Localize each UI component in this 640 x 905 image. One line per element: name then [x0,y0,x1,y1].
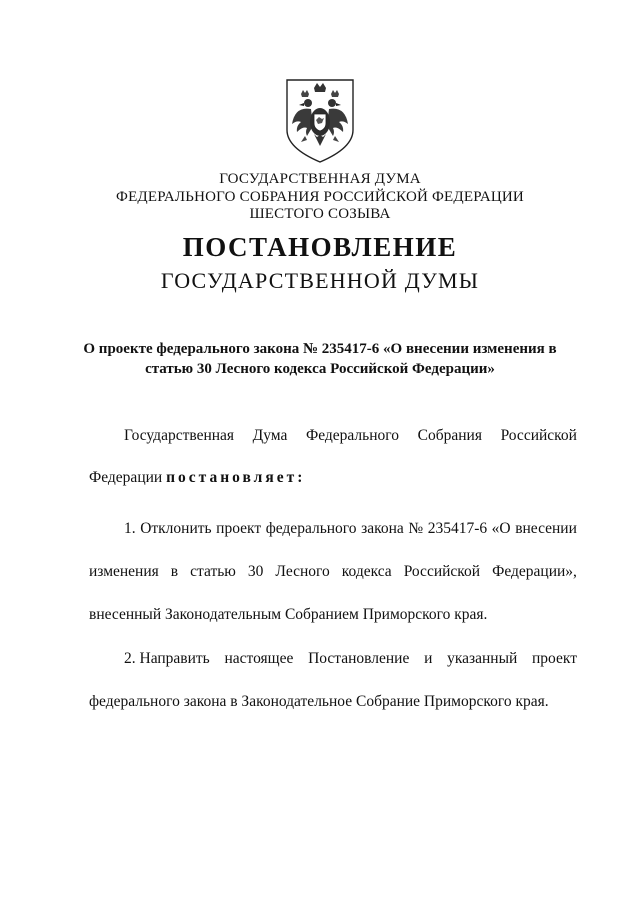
intro-line2 [89,469,305,487]
word: Постановление [308,650,410,667]
word: изменения [89,563,159,580]
org-name-line2: ФЕДЕРАЛЬНОГО СОБРАНИЯ РОССИЙСКОЙ ФЕДЕРАЦИИ [116,189,524,205]
word: внесении [515,520,577,537]
document-title: ПОСТАНОВЛЕНИЕ [182,232,458,262]
word: Федерального [305,427,400,444]
word: Дума [252,427,288,444]
word: проект [216,520,262,537]
item1-line3: внесенный Законодательным Собранием Приморского края. [89,606,488,623]
document-subtitle: ГОСУДАРСТВЕННОЙ ДУМЫ [160,268,480,293]
word: статью [190,563,236,580]
word: проект [532,650,577,667]
word: 1. [124,520,136,537]
word: Собрания [417,427,482,444]
word: № [408,520,424,537]
item1-line2 [89,563,577,581]
intro-line2-prefix: Федерации [89,469,163,486]
word: в [170,563,179,580]
word: Российской [403,563,481,580]
word: 2. Направить [124,650,210,667]
item2-line1 [124,650,577,668]
item2-line2: федерального закона в Законодательное Собрание Приморского края. [89,693,549,710]
word: Государственная [124,427,235,444]
word: указанный [447,650,518,667]
item1-line1 [124,520,577,538]
subject-line1: О проекте федерального закона № 235417-6 «О внесении изменения в [83,341,557,357]
decree-word: постановляет: [166,469,306,486]
word: и [424,650,433,667]
word: настоящее [224,650,294,667]
word: закона [361,520,404,537]
word: Лесного [275,563,330,580]
org-name-line1: ГОСУДАРСТВЕННАЯ ДУМА [219,171,421,187]
word: 30 [247,563,264,580]
word: кодекса [341,563,392,580]
word: «О [491,520,511,537]
intro-line1 [124,427,577,445]
word: Федерации», [492,563,577,580]
convocation: ШЕСТОГО СОЗЫВА [249,206,391,222]
word: 235417-6 [427,520,488,537]
coat-of-arms-icon [283,76,357,164]
word: Российской [500,427,577,444]
subject-line2: статью 30 Лесного кодекса Российской Федерации» [145,361,495,377]
word: Отклонить [140,520,212,537]
word: федерального [265,520,357,537]
